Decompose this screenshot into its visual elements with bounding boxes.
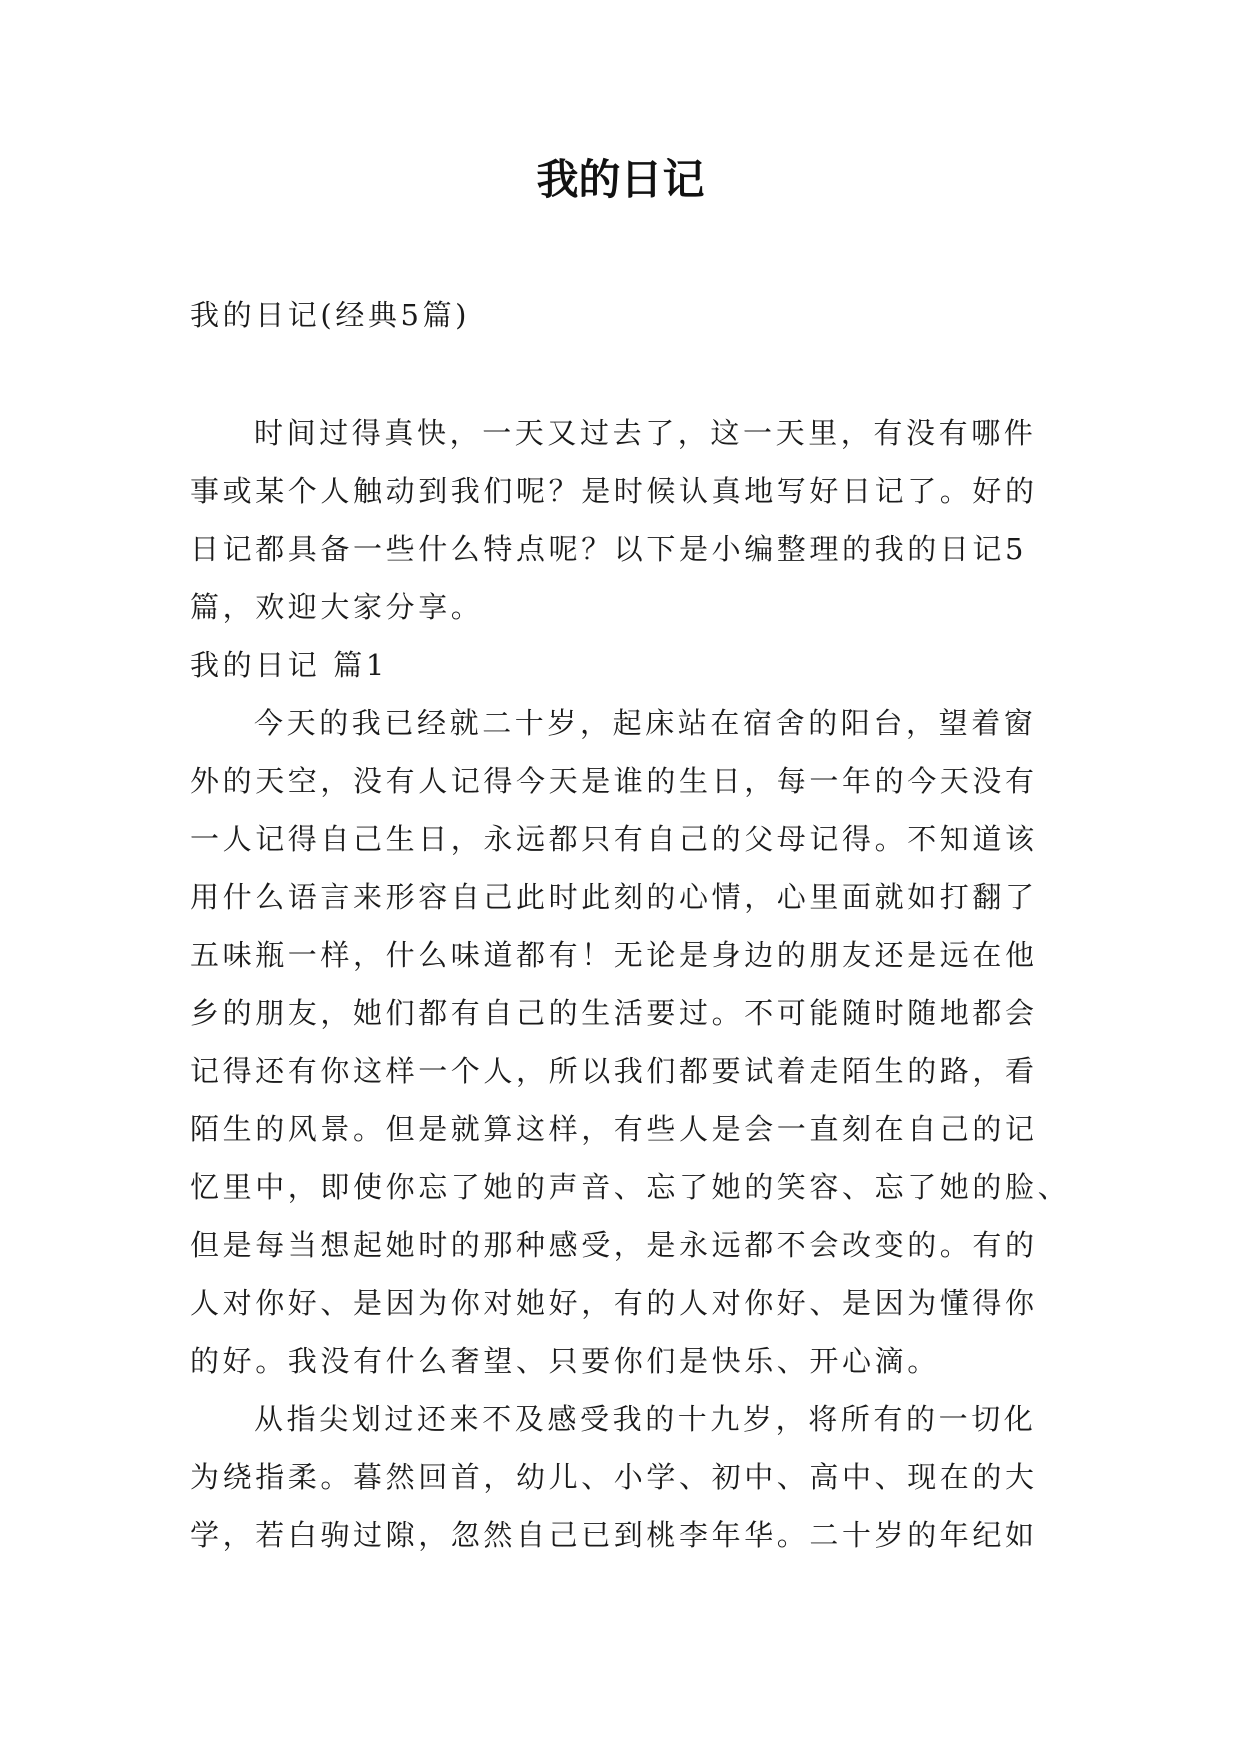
text-line: 日记都具备一些什么特点呢？以下是小编整理的我的日记5: [190, 532, 1028, 566]
section-heading: 我的日记 篇1: [190, 648, 388, 682]
document-title: 我的日记: [536, 155, 705, 204]
text-line: 今天的我已经就二十岁，起床站在宿舍的阳台，望着窗: [254, 706, 1037, 740]
diary-paragraph-1: [190, 694, 1071, 1390]
text-line: 五味瓶一样，什么味道都有！无论是身边的朋友还是远在他: [190, 938, 1038, 972]
text-line: 从指尖划过还来不及感受我的十九岁，将所有的一切化: [254, 1402, 1037, 1436]
text-line: 时间过得真快，一天又过去了，这一天里，有没有哪件: [254, 416, 1037, 450]
text-line: 外的天空，没有人记得今天是谁的生日，每一年的今天没有: [190, 764, 1038, 798]
intro-paragraph: [190, 404, 1050, 636]
text-line: 乡的朋友，她们都有自己的生活要过。不可能随时随地都会: [190, 996, 1038, 1030]
text-line: 事或某个人触动到我们呢？是时候认真地写好日记了。好的: [190, 474, 1038, 508]
text-line: 但是每当想起她时的那种感受，是永远都不会改变的。有的: [190, 1228, 1038, 1262]
text-line: 一人记得自己生日，永远都只有自己的父母记得。不知道该: [190, 822, 1038, 856]
text-line: 记得还有你这样一个人，所以我们都要试着走陌生的路，看: [190, 1054, 1038, 1088]
text-line: 为绕指柔。暮然回首，幼儿、小学、初中、高中、现在的大: [190, 1460, 1038, 1494]
text-line: 陌生的风景。但是就算这样，有些人是会一直刻在自己的记: [190, 1112, 1038, 1146]
text-line: 篇，欢迎大家分享。: [190, 590, 484, 624]
text-line: 的好。我没有什么奢望、只要你们是快乐、开心滴。: [190, 1344, 940, 1378]
document-body: [190, 286, 1071, 1564]
text-line: 忆里中，即使你忘了她的声音、忘了她的笑容、忘了她的脸、: [190, 1170, 1071, 1204]
document-subtitle: 我的日记(经典5篇): [190, 298, 471, 332]
diary-paragraph-2: [190, 1390, 1050, 1564]
text-line: 用什么语言来形容自己此时此刻的心情，心里面就如打翻了: [190, 880, 1038, 914]
text-line: 学，若白驹过隙，忽然自己已到桃李年华。二十岁的年纪如: [190, 1518, 1038, 1552]
text-line: 人对你好、是因为你对她好，有的人对你好、是因为懂得你: [190, 1286, 1038, 1320]
